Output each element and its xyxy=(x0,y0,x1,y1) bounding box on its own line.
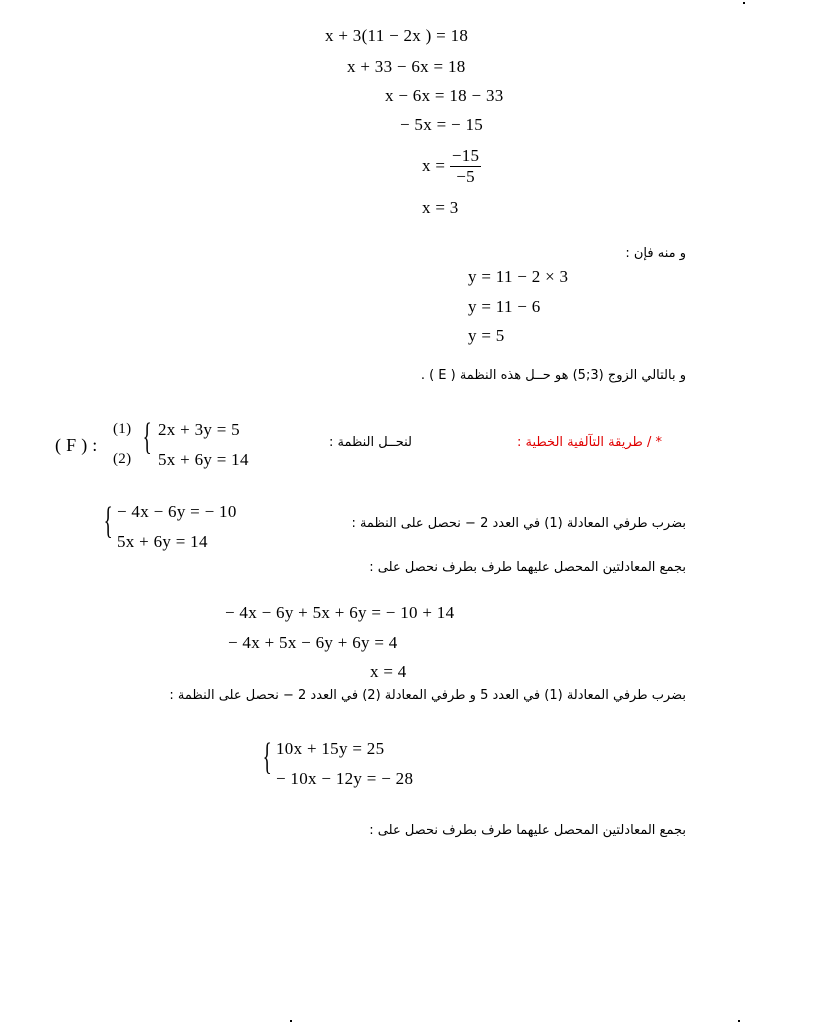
system-F-eq-2: 5x + 6y = 14 xyxy=(158,450,249,469)
system-F-brace: { xyxy=(142,416,152,458)
system-F-label-1: (1) xyxy=(113,421,132,437)
step-x-4: − 5x = − 15 xyxy=(400,115,484,134)
step-y-1: y = 11 − 2 × 3 xyxy=(468,267,569,286)
solve-system-label: لنحــل النظمة : xyxy=(328,435,412,450)
multiply1-text: بضرب طرفي المعادلة (1) في العدد 2 − نحصل على النظمة : xyxy=(351,516,686,531)
multiply2-text: بضرب طرفي المعادلة (1) في العدد 5 و طرفي المعادلة (2) في العدد 2 − نحصل على النظمة : xyxy=(169,688,686,703)
step-x-5 xyxy=(422,146,481,188)
sum-step-2: − 4x + 5x − 6y + 6y = 4 xyxy=(228,633,398,652)
fraction-denominator: −5 xyxy=(456,167,475,187)
system2-brace: { xyxy=(103,500,113,542)
step-y-3: y = 5 xyxy=(468,326,505,345)
hence-label: و منه فإن : xyxy=(625,246,686,261)
system3-eq-2: − 10x − 12y = − 28 xyxy=(276,769,414,788)
system-F-eq-1: 2x + 3y = 5 xyxy=(158,420,240,439)
fraction-numerator: −15 xyxy=(450,146,482,167)
conclusion-text: و بالتالي الزوج (3;5) هو حــل هذه النظمة ( E ) . xyxy=(420,368,686,383)
corner-mark-bottom-right xyxy=(738,1020,740,1022)
system3-brace: { xyxy=(262,736,272,778)
add2-text: بجمع المعادلتين المحصل عليهما طرف بطرف نحصل على : xyxy=(369,823,686,838)
step-x-2: x + 33 − 6x = 18 xyxy=(347,57,466,76)
method-heading: * / طريقة التآلفية الخطية : xyxy=(516,435,662,450)
system2-eq-1: − 4x − 6y = − 10 xyxy=(117,502,237,521)
corner-mark-top xyxy=(743,2,745,4)
step-x-3: x − 6x = 18 − 33 xyxy=(385,86,504,105)
add1-text: بجمع المعادلتين المحصل عليهما طرف بطرف نحصل على : xyxy=(369,560,686,575)
system-F-name: ( F ) : xyxy=(55,435,98,455)
x-equals-label: x = xyxy=(422,155,446,175)
fraction xyxy=(450,146,482,188)
step-x-1: x + 3(11 − 2x ) = 18 xyxy=(325,26,469,45)
sum-step-1: − 4x − 6y + 5x + 6y = − 10 + 14 xyxy=(225,603,455,622)
system3-eq-1: 10x + 15y = 25 xyxy=(276,739,385,758)
system2-eq-2: 5x + 6y = 14 xyxy=(117,532,208,551)
system-F-label-2: (2) xyxy=(113,451,132,467)
step-y-2: y = 11 − 6 xyxy=(468,297,541,316)
corner-mark-bottom-left xyxy=(290,1020,292,1022)
sum-step-3: x = 4 xyxy=(370,662,407,681)
step-x-6: x = 3 xyxy=(422,198,459,217)
